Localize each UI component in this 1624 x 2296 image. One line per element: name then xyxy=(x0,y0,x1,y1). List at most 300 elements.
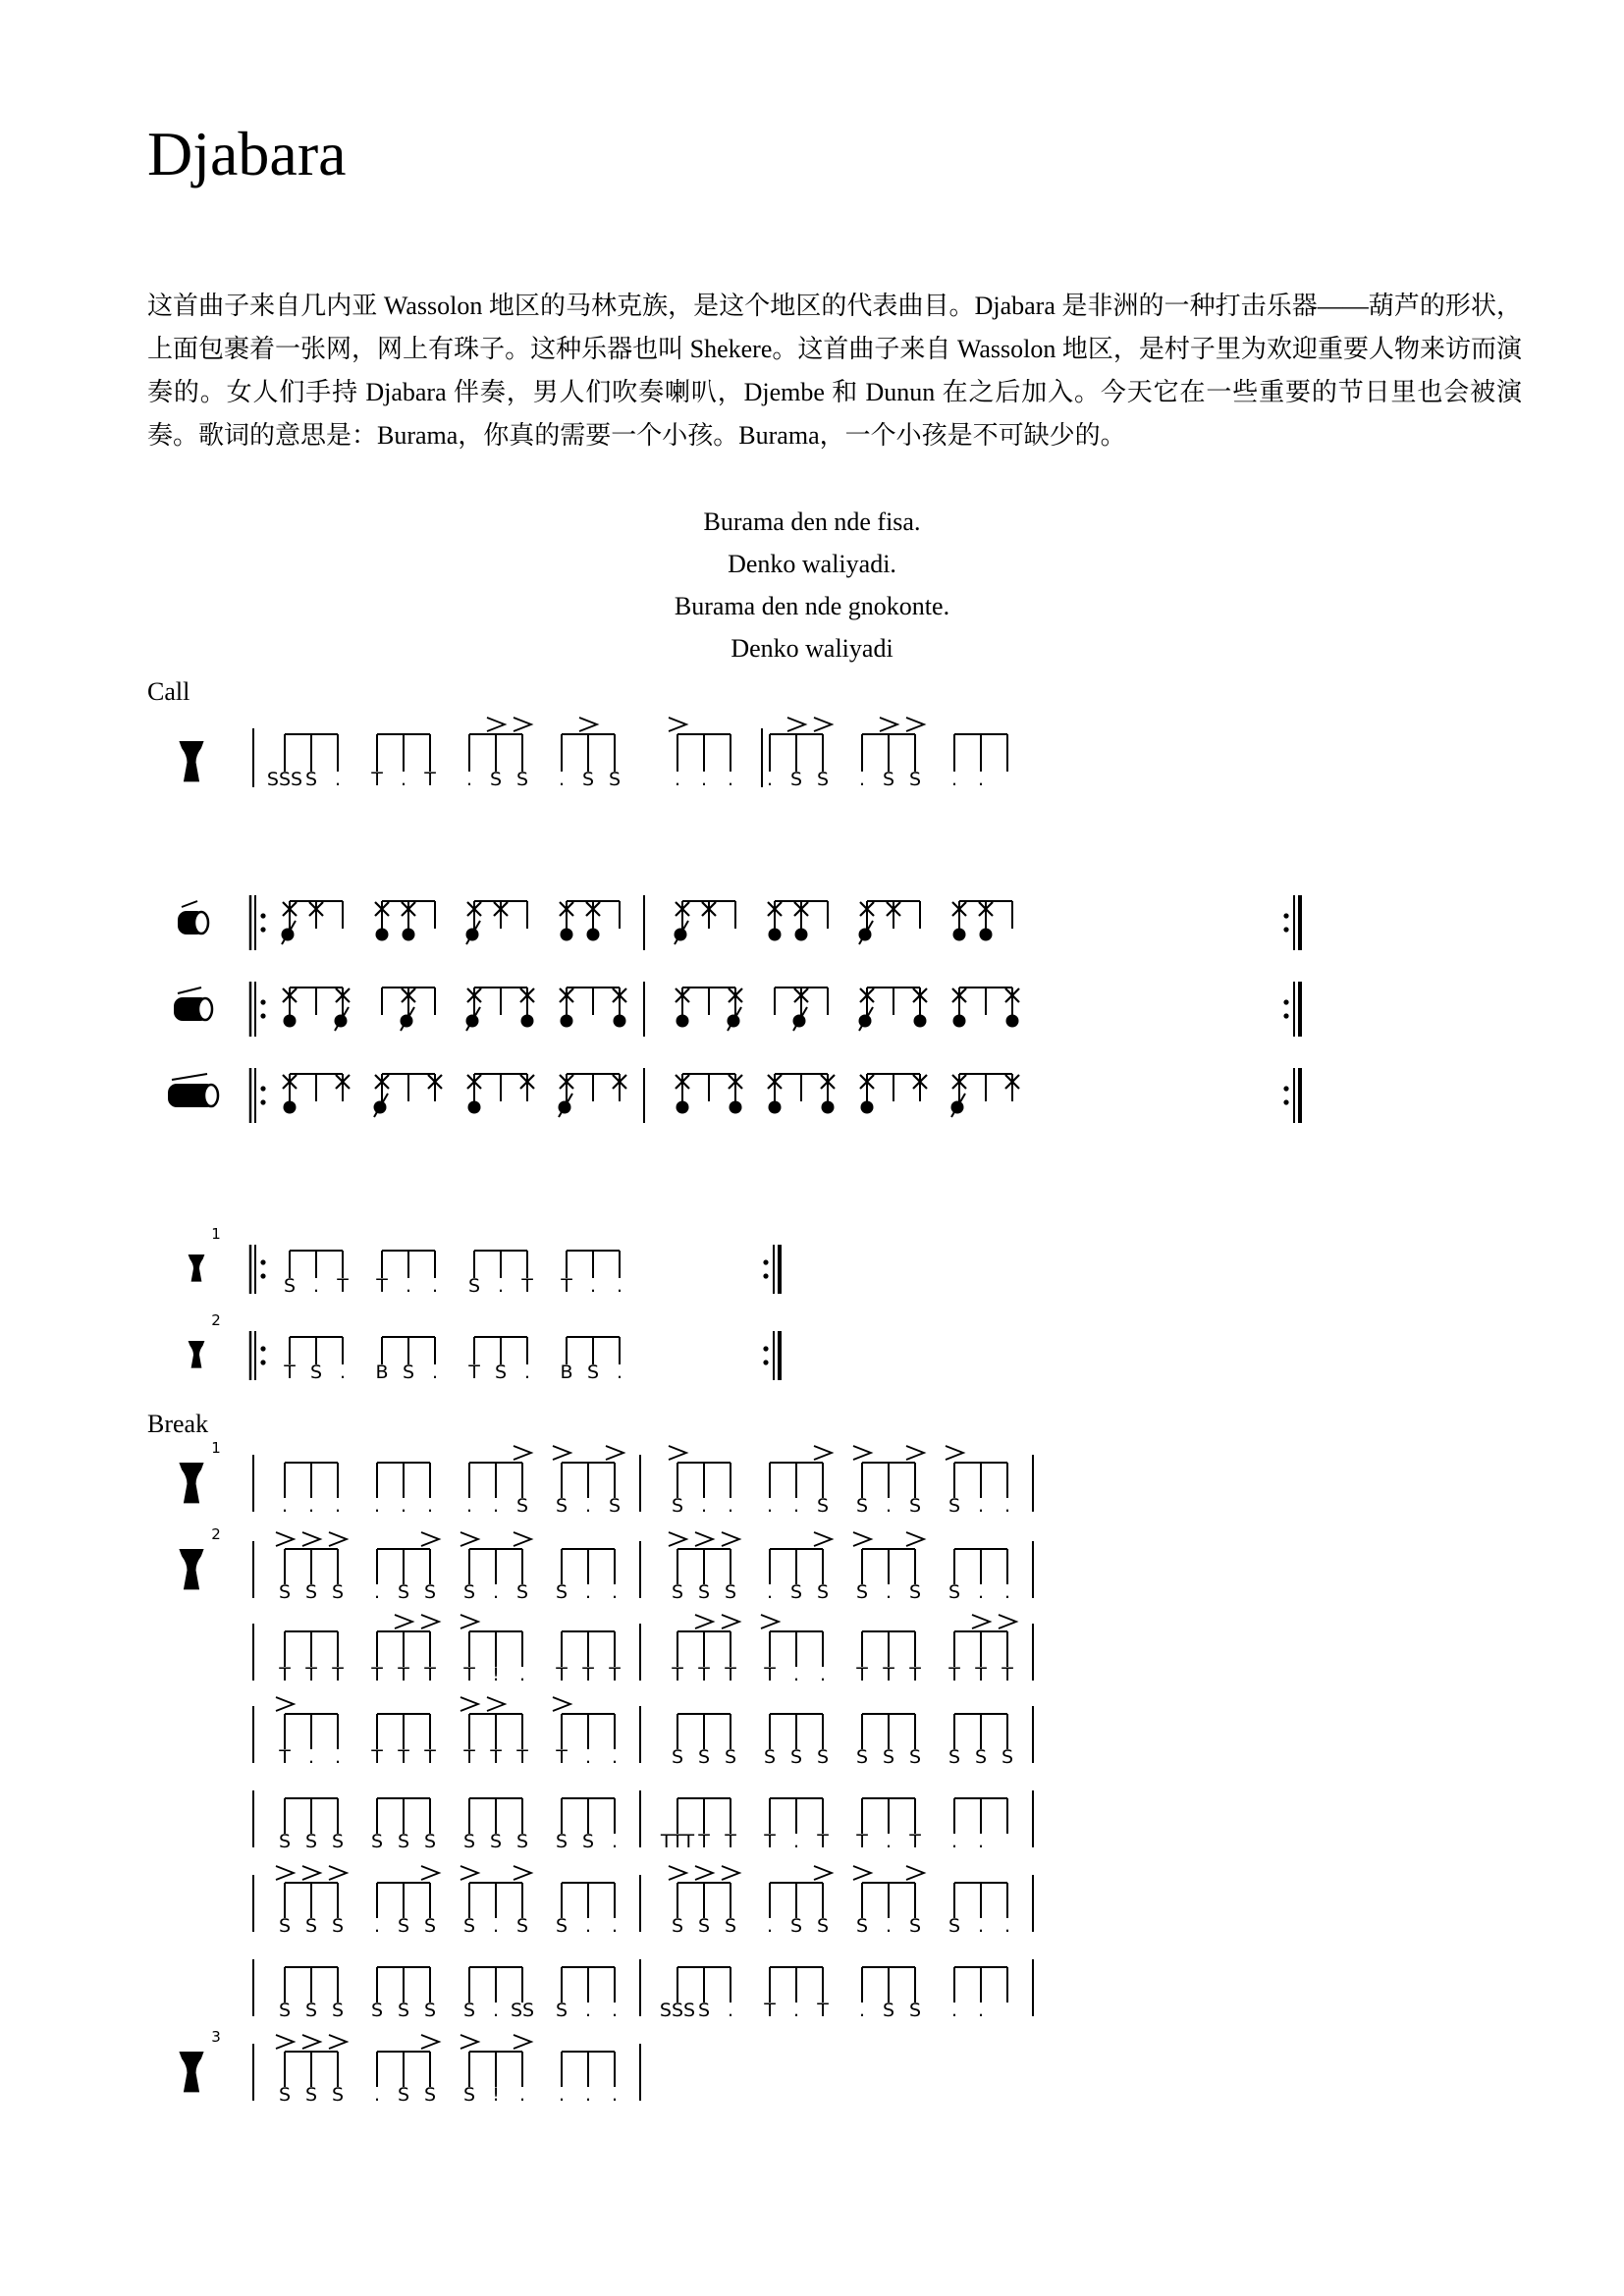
accent-mark xyxy=(669,1866,686,1880)
stroke-letter: S xyxy=(697,1581,711,1603)
stroke-letter: S xyxy=(855,1495,869,1517)
accent-mark xyxy=(421,2035,439,2049)
stroke-letter: S xyxy=(331,2084,345,2106)
stroke-letter: S xyxy=(947,1495,961,1517)
stroke-letter: S xyxy=(278,1581,292,1603)
stroke-letter: S xyxy=(555,1831,568,1852)
accent-mark xyxy=(880,718,897,731)
stroke-letter: S xyxy=(462,1581,476,1603)
part-number: 3 xyxy=(211,2028,221,2046)
kenkeni-icon xyxy=(178,901,208,934)
stroke-letter: . xyxy=(766,1495,774,1517)
stroke-letter: S xyxy=(462,2000,476,2021)
stroke-letter: . xyxy=(700,1495,708,1517)
stroke-letter: S xyxy=(304,2084,318,2106)
drum-note xyxy=(769,929,782,941)
accent-mark xyxy=(761,1615,779,1629)
lyric-line: Denko waliyadi. xyxy=(728,550,896,578)
stroke-letter: S xyxy=(908,1915,922,1937)
stroke-letter: . xyxy=(766,1915,774,1937)
stroke-letter: T xyxy=(279,1664,291,1685)
stroke-letter: . xyxy=(584,1746,592,1768)
stroke-letter: . xyxy=(373,2084,381,2106)
stroke-letter: S xyxy=(855,1915,869,1937)
accent-mark xyxy=(276,1866,294,1880)
accent-mark xyxy=(514,1866,531,1880)
stroke-letter: T xyxy=(305,1664,317,1685)
stroke-letter: S xyxy=(304,1581,318,1603)
stroke-letter: S xyxy=(908,1746,922,1768)
stroke-letter: S xyxy=(397,1831,410,1852)
stroke-letter: . xyxy=(616,1362,623,1383)
stroke-letter: . xyxy=(977,2000,985,2021)
stroke-letter: . xyxy=(616,1275,623,1297)
stroke-letter: S xyxy=(402,1362,415,1383)
drum-head xyxy=(194,912,208,934)
stroke-letter: B xyxy=(560,1362,573,1383)
stroke-letter: SS xyxy=(510,2000,535,2021)
dundunba-icon xyxy=(168,1074,218,1107)
accent-mark xyxy=(906,718,924,731)
stroke-letter: S xyxy=(671,1746,684,1768)
stroke-letter: T xyxy=(424,769,436,790)
repeat-dot xyxy=(1283,1099,1288,1104)
repeat-dot xyxy=(763,1259,768,1264)
stroke-letter: S xyxy=(724,1581,737,1603)
djembe-shape xyxy=(179,741,203,781)
accent-mark xyxy=(514,1446,531,1460)
drum-note xyxy=(953,1015,966,1028)
accent-mark xyxy=(999,1615,1016,1629)
stroke-letter: . xyxy=(584,2000,592,2021)
accent-mark xyxy=(329,2035,347,2049)
stroke-letter: . xyxy=(584,1581,592,1603)
stroke-letter: T xyxy=(725,1831,736,1852)
sangban-icon xyxy=(174,988,212,1021)
accent-mark xyxy=(972,1615,990,1629)
drum-note xyxy=(769,1101,782,1114)
djembe-shape xyxy=(189,1255,205,1282)
stroke-letter: S xyxy=(423,1831,437,1852)
stroke-letter: T xyxy=(883,1664,894,1685)
accent-mark xyxy=(853,1866,871,1880)
stroke-letter: . xyxy=(1003,1915,1011,1937)
stroke-letter: S xyxy=(789,1915,803,1937)
stroke-letter: . xyxy=(589,1275,597,1297)
stroke-letter: . xyxy=(611,1915,619,1937)
stroke-letter: . xyxy=(558,769,566,790)
stroke-letter: S xyxy=(304,769,318,790)
accent-mark xyxy=(722,1866,739,1880)
accent-mark xyxy=(814,1532,832,1546)
drum-note xyxy=(284,1015,297,1028)
part-number: 2 xyxy=(211,1525,221,1543)
accent-mark xyxy=(553,1697,570,1711)
accent-mark xyxy=(669,1532,686,1546)
drum-note xyxy=(861,1101,874,1114)
stroke-letter: S xyxy=(397,1581,410,1603)
lyric-line: Burama den nde fisa. xyxy=(703,507,921,536)
stroke-letter: S xyxy=(908,2000,922,2021)
stroke-letter: . xyxy=(426,1495,434,1517)
stroke-letter: S xyxy=(947,1915,961,1937)
drum-head xyxy=(204,1085,218,1106)
stroke-letter: . xyxy=(792,1495,800,1517)
accent-mark xyxy=(302,2035,320,2049)
repeat-dot xyxy=(260,1259,265,1264)
stroke-letter: ! xyxy=(492,1664,500,1685)
accent-mark xyxy=(853,1446,871,1460)
stroke-letter: T xyxy=(1001,1664,1013,1685)
stroke-letter: S xyxy=(789,769,803,790)
stroke-letter: . xyxy=(584,1495,592,1517)
stroke-letter: T xyxy=(521,1275,533,1297)
stroke-letter: T xyxy=(948,1664,960,1685)
stroke-letter: S xyxy=(608,1495,622,1517)
drum-note xyxy=(587,929,600,941)
accent-mark xyxy=(906,1446,924,1460)
accent-mark xyxy=(460,1697,478,1711)
stroke-letter: S xyxy=(555,1581,568,1603)
repeat-dot xyxy=(260,1360,265,1364)
drum-note xyxy=(561,1015,573,1028)
stroke-letter: S xyxy=(370,2000,384,2021)
drum-stick xyxy=(178,988,201,993)
stroke-letter: S xyxy=(331,1915,345,1937)
stroke-letter: . xyxy=(584,1915,592,1937)
stroke-letter: T xyxy=(424,1746,436,1768)
accent-mark xyxy=(906,1532,924,1546)
stroke-letter: S xyxy=(397,2084,410,2106)
stroke-letter: S xyxy=(789,1581,803,1603)
djembe-icon xyxy=(179,1463,203,1503)
stroke-letter: . xyxy=(373,1495,381,1517)
stroke-letter: S xyxy=(908,1581,922,1603)
repeat-dot xyxy=(260,913,265,918)
repeat-dot xyxy=(1283,1013,1288,1018)
stroke-letter: S xyxy=(515,1915,529,1937)
stroke-letter: . xyxy=(977,1495,985,1517)
drum-note xyxy=(614,1015,626,1028)
accent-mark xyxy=(487,1697,505,1711)
accent-mark xyxy=(695,1866,713,1880)
djembe-icon xyxy=(179,1549,203,1589)
stroke-letter: T xyxy=(284,1362,296,1383)
repeat-dot xyxy=(260,927,265,932)
accent-mark xyxy=(722,1532,739,1546)
accent-mark xyxy=(395,1615,412,1629)
drum-note xyxy=(677,1015,689,1028)
stroke-letter: . xyxy=(334,1746,342,1768)
drum-note xyxy=(403,929,415,941)
stroke-letter: . xyxy=(400,1495,407,1517)
stroke-letter: S xyxy=(278,1915,292,1937)
stroke-letter: . xyxy=(674,769,681,790)
stroke-letter: . xyxy=(950,2000,958,2021)
stroke-letter: . xyxy=(766,1581,774,1603)
accent-mark xyxy=(814,1446,832,1460)
djembe-icon xyxy=(189,1341,205,1368)
accent-mark xyxy=(421,1615,439,1629)
stroke-letter: S xyxy=(671,1915,684,1937)
stroke-letter: T xyxy=(371,1664,383,1685)
stroke-letter: . xyxy=(792,1664,800,1685)
drum-note xyxy=(730,1101,742,1114)
stroke-letter: . xyxy=(307,1495,315,1517)
drum-note xyxy=(521,1015,534,1028)
stroke-letter: . xyxy=(950,769,958,790)
repeat-dot xyxy=(260,1013,265,1018)
stroke-letter: . xyxy=(400,769,407,790)
stroke-letter: S xyxy=(278,2084,292,2106)
stroke-letter: . xyxy=(405,1275,412,1297)
stroke-letter: S xyxy=(278,2000,292,2021)
stroke-letter: T xyxy=(856,1664,868,1685)
stroke-letter: . xyxy=(950,1831,958,1852)
stroke-letter: S xyxy=(882,2000,895,2021)
stroke-letter: S xyxy=(494,1362,508,1383)
stroke-letter: S xyxy=(331,1581,345,1603)
accent-mark xyxy=(276,1532,294,1546)
intro-paragraph: 这首曲子来自几内亚 Wassolon 地区的马林克族，是这个地区的代表曲目。Djabara 是非洲的一种打击乐器——葫芦的形状，上面包裹着一张网，网上有珠子。这种乐器也叫 Shekere。这首曲子来自 Wassolon 地区，是村子里为欢迎重要人物来访而演奏的。女人们手持 Djabara 伴奏，男人们吹奏喇叭，Djembe 和 Dunun 在之后加入。今天它在一些重要的节日里也会被演奏。歌词的意思是：Burama，你真的需要一个小孩。Burama，一个小孩是不可缺少的。 xyxy=(147,292,1522,450)
stroke-letter: . xyxy=(977,769,985,790)
stroke-letter: T xyxy=(332,1664,344,1685)
part-number: 2 xyxy=(211,1311,221,1329)
djembe-shape xyxy=(179,1549,203,1589)
stroke-letter: . xyxy=(307,1746,315,1768)
stroke-letter: . xyxy=(373,1915,381,1937)
stroke-letter: S xyxy=(309,1362,323,1383)
stroke-letter: . xyxy=(492,1495,500,1517)
stroke-letter: S xyxy=(697,1746,711,1768)
drum-note xyxy=(914,1015,927,1028)
stroke-letter: . xyxy=(312,1275,320,1297)
stroke-letter: S xyxy=(908,769,922,790)
drum-note xyxy=(980,929,993,941)
stroke-letter: S xyxy=(515,769,529,790)
stroke-letter: S xyxy=(908,1495,922,1517)
stroke-letter: T xyxy=(764,1664,776,1685)
stroke-letter: S xyxy=(789,1746,803,1768)
djembe-shape xyxy=(189,1341,205,1368)
stroke-letter: S xyxy=(816,1495,830,1517)
djembe-icon xyxy=(189,1255,205,1282)
drum-note xyxy=(284,1101,297,1114)
stroke-letter: . xyxy=(558,2084,566,2106)
stroke-letter: S xyxy=(947,1581,961,1603)
stroke-letter: S xyxy=(515,1831,529,1852)
stroke-letter: S xyxy=(397,2000,410,2021)
accent-mark xyxy=(553,1446,570,1460)
stroke-letter: S xyxy=(515,1495,529,1517)
stroke-letter: S xyxy=(462,1915,476,1937)
stroke-letter: S xyxy=(697,2000,711,2021)
stroke-letter: S xyxy=(581,1831,595,1852)
stroke-letter: T xyxy=(463,1746,475,1768)
stroke-letter: S xyxy=(855,1746,869,1768)
stroke-letter: T xyxy=(463,1664,475,1685)
stroke-letter: . xyxy=(858,2000,866,2021)
accent-mark xyxy=(302,1532,320,1546)
repeat-dot xyxy=(763,1273,768,1278)
stroke-letter: . xyxy=(281,1495,289,1517)
stroke-letter: . xyxy=(792,1831,800,1852)
stroke-letter: . xyxy=(431,1362,439,1383)
stroke-letter: TTT xyxy=(660,1831,695,1852)
drum-note xyxy=(376,929,389,941)
accent-mark xyxy=(722,1615,739,1629)
stroke-letter: T xyxy=(376,1275,388,1297)
section-label-break: Break xyxy=(147,1410,209,1438)
stroke-letter: . xyxy=(334,1495,342,1517)
repeat-dot xyxy=(1283,999,1288,1004)
stroke-letter: . xyxy=(727,769,734,790)
stroke-letter: . xyxy=(465,1495,473,1517)
accent-mark xyxy=(606,1446,623,1460)
repeat-dot xyxy=(260,1086,265,1091)
stroke-letter: S xyxy=(489,769,503,790)
accent-mark xyxy=(460,2035,478,2049)
repeat-dot xyxy=(260,999,265,1004)
stroke-letter: . xyxy=(465,769,473,790)
accent-mark xyxy=(276,2035,294,2049)
accent-mark xyxy=(302,1866,320,1880)
repeat-dot xyxy=(260,1099,265,1104)
accent-mark xyxy=(487,718,505,731)
drum-head xyxy=(198,998,212,1020)
stroke-letter: . xyxy=(518,1664,526,1685)
stroke-letter: T xyxy=(856,1831,868,1852)
stroke-letter: S xyxy=(974,1746,988,1768)
stroke-letter: . xyxy=(492,2000,500,2021)
stroke-letter: T xyxy=(817,1831,829,1852)
stroke-letter: . xyxy=(727,1495,734,1517)
stroke-letter: S xyxy=(555,1915,568,1937)
stroke-letter: T xyxy=(337,1275,349,1297)
accent-mark xyxy=(579,718,597,731)
accent-mark xyxy=(460,1866,478,1880)
stroke-letter: . xyxy=(611,2084,619,2106)
stroke-letter: . xyxy=(611,1581,619,1603)
djembe-shape xyxy=(179,2052,203,2092)
accent-mark xyxy=(329,1532,347,1546)
stroke-letter: . xyxy=(584,2084,592,2106)
accent-mark xyxy=(669,718,686,731)
stroke-letter: S xyxy=(581,769,595,790)
repeat-dot xyxy=(763,1360,768,1364)
drum-stick xyxy=(182,901,197,907)
stroke-letter: . xyxy=(977,1831,985,1852)
stroke-letter: T xyxy=(764,2000,776,2021)
stroke-letter: . xyxy=(492,1581,500,1603)
stroke-letter: T xyxy=(490,1746,502,1768)
drum-note xyxy=(561,929,573,941)
stroke-letter: . xyxy=(339,1362,347,1383)
section-label-call: Call xyxy=(147,677,190,706)
stroke-letter: T xyxy=(279,1746,291,1768)
stroke-letter: T xyxy=(424,1664,436,1685)
stroke-letter: S xyxy=(816,1915,830,1937)
stroke-letter: . xyxy=(819,1664,827,1685)
stroke-letter: S xyxy=(467,1275,481,1297)
stroke-letter: S xyxy=(283,1275,297,1297)
stroke-letter: . xyxy=(611,1831,619,1852)
stroke-letter: . xyxy=(885,1915,893,1937)
stroke-letter: . xyxy=(977,1915,985,1937)
stroke-letter: S xyxy=(515,1581,529,1603)
drum-note xyxy=(822,1101,835,1114)
stroke-letter: S xyxy=(423,2000,437,2021)
stroke-letter: . xyxy=(611,2000,619,2021)
repeat-dot xyxy=(260,1273,265,1278)
stroke-letter: . xyxy=(431,1275,439,1297)
stroke-letter: . xyxy=(766,769,774,790)
stroke-letter: S xyxy=(882,1746,895,1768)
stroke-letter: S xyxy=(278,1831,292,1852)
stroke-letter: S xyxy=(816,1746,830,1768)
stroke-letter: S xyxy=(555,2000,568,2021)
stroke-letter: . xyxy=(1003,1495,1011,1517)
stroke-letter: S xyxy=(724,1746,737,1768)
accent-mark xyxy=(787,718,805,731)
repeat-dot xyxy=(763,1346,768,1351)
stroke-letter: . xyxy=(727,2000,734,2021)
stroke-letter: T xyxy=(371,769,383,790)
stroke-letter: . xyxy=(792,2000,800,2021)
stroke-letter: S xyxy=(763,1746,777,1768)
drum-note xyxy=(1006,1015,1019,1028)
stroke-letter: T xyxy=(725,1664,736,1685)
stroke-letter: . xyxy=(492,1915,500,1937)
stroke-letter: S xyxy=(304,1831,318,1852)
lyric-line: Denko waliyadi xyxy=(731,634,893,663)
stroke-letter: S xyxy=(816,1581,830,1603)
stroke-letter: . xyxy=(611,1746,619,1768)
stroke-letter: T xyxy=(516,1746,528,1768)
stroke-letter: S xyxy=(697,1915,711,1937)
repeat-dot xyxy=(1283,1086,1288,1091)
stroke-letter: S xyxy=(370,1831,384,1852)
stroke-letter: S xyxy=(947,1746,961,1768)
stroke-letter: T xyxy=(909,1831,921,1852)
stroke-letter: . xyxy=(885,1581,893,1603)
accent-mark xyxy=(421,1532,439,1546)
stroke-letter: S xyxy=(423,2084,437,2106)
stroke-letter: T xyxy=(371,1746,383,1768)
accent-mark xyxy=(669,1446,686,1460)
stroke-letter: S xyxy=(423,1915,437,1937)
drum-note xyxy=(795,929,808,941)
stroke-letter: . xyxy=(1003,1581,1011,1603)
djembe-icon xyxy=(179,741,203,781)
stroke-letter: . xyxy=(700,769,708,790)
stroke-letter: ! xyxy=(492,2084,500,2106)
djembe-shape xyxy=(179,1463,203,1503)
accent-mark xyxy=(421,1866,439,1880)
accent-mark xyxy=(814,718,832,731)
accent-mark xyxy=(460,1532,478,1546)
stroke-letter: SSS xyxy=(266,769,303,790)
stroke-letter: . xyxy=(373,1581,381,1603)
stroke-letter: T xyxy=(975,1664,987,1685)
lyric-line: Burama den nde gnokonte. xyxy=(674,592,950,620)
stroke-letter: S xyxy=(462,2084,476,2106)
stroke-letter: T xyxy=(764,1831,776,1852)
stroke-letter: T xyxy=(561,1275,572,1297)
repeat-dot xyxy=(260,1346,265,1351)
stroke-letter: T xyxy=(582,1664,594,1685)
accent-mark xyxy=(695,1532,713,1546)
